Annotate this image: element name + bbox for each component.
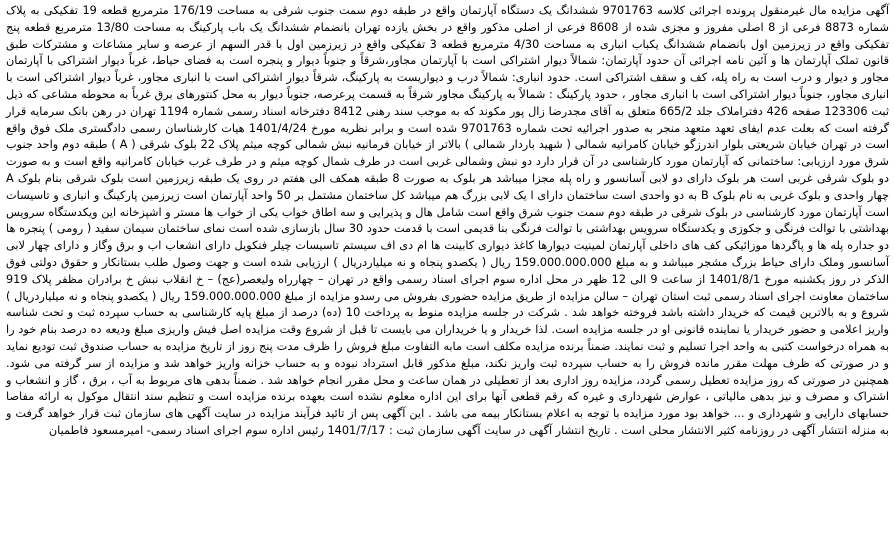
notice-body-text: آگهی مزایده مال غیرمنقول پرونده اجرائی کلاسه 9701763 ششدانگ یک دستگاه آپارتمان واقع در طبقه دوم سمت جنوب شرقی به مساحت 176/19 مترمربع قطعه 19 تفکیکی به پلاک شماره 8873 فرعی از 8 اصلی مفروز و مجزی شده از 8608 فرعی از اصلی مذکور واقع در بخش یازده تهران بانضمام ششدانگ یک باب پارکینگ به مساحت 13/80 مترمربع قطعه پنج تفکیکی واقع در زیرزمین اول بانضمام ششدانگ یکباب انباری به مساحت 4/30 مترمربع قطعه 3 تفکیکی واقع در زیرزمین اول با قدر السهم از عرصه و سایر مشاعات و مشترکات طبق قانون تملک آپارتمان ها و آئین نامه اجرائی آن حدود آپارتمان: شمالاً دیوار اشتراکی است با آپارتمان مجاور،شرقاً و جنوباً دیوار و پنجره است به فضای حیاط، غرباً دیوار اشتراکی با آپارتمان مجاور و دیوار و درب است به راه پله، کف و سقف اشتراکی است. حدود انباری: شمالاً درب و دیواریست به پارکینگ، شرقاً دیوار اشتراکی است با انباری مجاور، غرباً دیوار اشتراکی است با انباری مجاور، جنوباً دیوار اشتراکی است با انباری مجاور ، حدود پارکینگ : شمالاً به پارکینگ مجاور شرقاً به قسمت پرعرصه، جنوباً دیوار به محل کنتورهای برق غرباً به محوطه مشاعی که ذیل ثبت 123306 صفحه 426 دفتراملاک جلد 665/2 متعلق به آقای مجدرضا زال پور مکوند که به موجب سند رهنی 8412 دفترخانه اسناد رسمی شماره 1194 تهران در رهن بانک سرمایه قرار گرفته است که بعلت عدم ایفای تعهد متعهد منجر به صدور اجرائیه تحت شماره 9701763 شده است و برابر نظریه مورخ 1401/4/24 هیات کارشناسان رسمی دادگستری ملک فوق واقع است در تهران خیابان شریعتی بلوار اندرزگو خیابان کامرانیه شمالی ( شهید باردار شمالی ) بالاتر از خیابان فرمانیه نبش شمالی کوچه میثم پلاک 22 بلوک شرقی ( A ) طبقه دوم واحد جنوب شرق مورد ارزیابی: ساختمانی که آپارتمان مورد کارشناسی در آن قرار دارد دو نبش وشمالی غربی است در طرف شمال کوچه میثم و در طرف غرب خیابان کامرانیه واقع است و به صورت دو بلوک شرقی غربی است هر بلوک دارای دو لابی آسانسور و راه پله مجزا میباشد هر بلوک به صورت 8 طبقه همکف الی هفتم در روی یک طبقه زیرزمین است بلوک شرقی بنام بلوک A چهار واحدی و بلوک غربی به نام بلوک B به دو واحدی است ساختمان دارای ا یک لابی بزرگ هم میباشد کل ساختمان مشتمل بر 50 واحد آپارتمان است زیرزمین پارکینگ و انباری و تاسیسات است آپارتمان مورد کارشناسی در بلوک شرقی در طبقه دوم سمت جنوب شرق واقع است شامل هال و پذیرایی و سه اطاق خواب یکی از خواب ها مستر و اشپزخانه این ویکدستگاه سرویس بهداشتی با توالت فرنگی و جکوزی و یکدستگاه سرویس بهداشتی با توالت فرنگی بنا قدیمی است با قدمت حدود 30 سال بازسازی شده است نمای ساختمان سیمان سفید ( رومی ) پنجره ها دو جداره پله ها و پاگردها موزائیکی کف های داخلی آپارتمان لمینیت دیوارها کاغذ دیواری کابینت ها ام دی اف سیستم تاسیسات چیلر فنکویل دارای انشعاب اب و برق وگاز و دارای چهار لابی آسانسور وملک دارای حیاط بزرگ مشجر میباشد و به مبلغ 159.000.000.000 ریال ( یکصدو پنجاه و نه میلیاردریال ) ارزیابی شده است و جهت وصول طلب بستانکار و حقوق دولتی فوق الذکر در روز یکشنبه مورخ 1401/8/1 از ساعت 9 الی 12 ظهر در محل اداره سوم اجرای اسناد رسمی واقع در تهران – چهارراه ولیعصر(عج) – خ انقلاب نبش خ برادران مظفر پلاک 919 ساختمان معاونت اجرای اسناد رسمی ثبت استان تهران – سالن مزایده از طریق مزایده حضوری بفروش می رسدو مزایده از مبلغ 159.000.000.000 ریال ( یکصدو پنجاه و نه میلیاردریال ) شروع و به بالاترین قیمت که خریدار داشته باشد فروخته خواهد شد . شرکت در جلسه مزایده منوط به پرداخت 10 (ده) درصد از مبلغ پایه کارشناسی به حساب سپرده ثبت و تحت شناسه واریز اعلامی و حضور خریدار یا نماینده قانونی او در جلسه مزایده است. لذا خریدار و یا خریداران می بایست تا قبل از شروع وقت مزایده اصل فیش واریزی مبلغ ودیعه ده درصد بنام خود را به همراه درخواست کتبی به واحد اجرا تسلیم و ثبت نمایند. ضمناً برنده مزایده مکلف است مابه التفاوت مبلغ فروش را ظرف مدت پنج روز از تاریخ مزایده به حساب صندوق ثبت تودیع نماید و در صورتی که ظرف مهلت مقرر مانده فروش را به حساب سپرده ثبت واریز نکند، مبلغ مذکور قابل استرداد نبوده و به حساب خزانه واریز خواهد شد و مزایده از سر گرفته می شود. همچنین در صورتی که روز مزایده تعطیل رسمی گردد، مزایده روز اداری بعد از تعطیلی در همان ساعت و محل مقرر انجام خواهد شد . ضمناً بدهی های مربوط به آب ، برق ، گاز و انشعاب و اشتراک و مصرف و نیز بدهی مالیاتی ، عوارض شهرداری و غیره که رقم قطعی آنها برای این اداره معلوم نشده است بعهده برنده مزایده است و تنظیم سند انتقال موکول به ارائه مفاصا حسابهای دارایی و شهرداری و ... خواهد بود مورد مزایده با توجه به اعلام بستانکار بیمه می باشد . این آگهی پس از تائید فرآیند مزایده در سایت آگهی های سازمان ثبت قرار خواهد گرفت و به منزله انتشار آگهی در روزنامه کثیر الانتشار محلی است . تاریخ انتشار آگهی در سایت آگهی سازمان ثبت : 1401/7/17 رئیس اداره سوم اجرای اسناد رسمی- امیرمسعود فاطمیان (6, 4, 890, 437)
